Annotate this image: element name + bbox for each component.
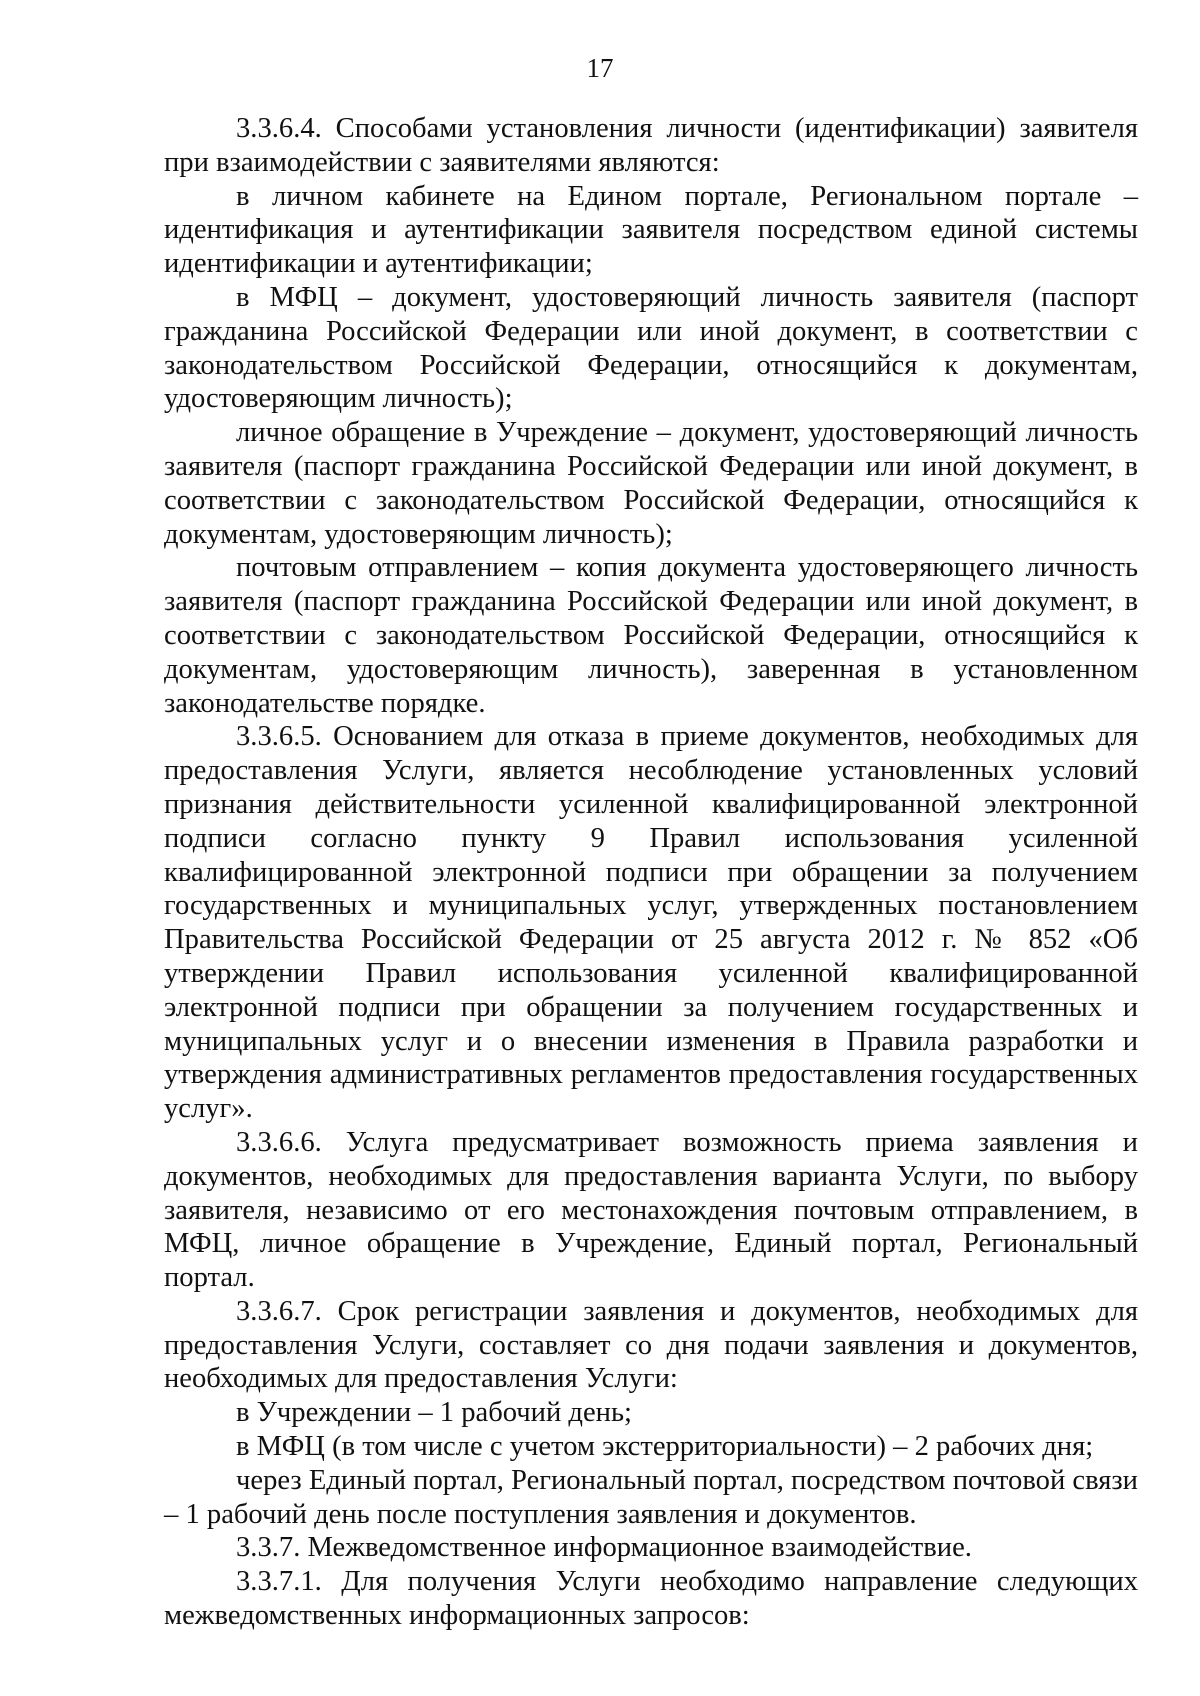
paragraph-3-3-6-6: 3.3.6.6. Услуга предусматривает возможность приема заявления и документов, необходимых для предоставления варианта Услуги, по выбору заявителя, независимо от его местонахождения почтовым отправлением, в МФЦ, личное обращение в Учреждение, Единый портал, Региональный портал. bbox=[164, 1126, 1138, 1294]
paragraph-mfc-document: в МФЦ – документ, удостоверяющий личность заявителя (паспорт гражданина Российской Федерации или иной документ, в соответствии с законодательством Российской Федерации, относящийся к документам, удостоверяющим личность); bbox=[164, 281, 1138, 415]
paragraph-3-3-7-1: 3.3.7.1. Для получения Услуги необходимо направление следующих межведомственных информационных запросов: bbox=[164, 1566, 1138, 1632]
paragraph-3-3-6-5: 3.3.6.5. Основанием для отказа в приеме документов, необходимых для предоставления Услуги, является несоблюдение установленных условий признания действительности усиленной квалифицированной электронной подписи согласно пункту 9 Правил использования усиленной квалифицированной электронной подписи при обращении за получением государственных и муниципальных услуг, утвержденных постановлением Правительства Российской Федерации от 25 августа 2012 г. № 852 «Об утверждении Правил использования усиленной квалифицированной электронной подписи при обращении за получением государственных и муниципальных услуг и о внесении изменения в Правила разработки и утверждения административных регламентов предоставления государственных услуг». bbox=[164, 721, 1138, 1125]
page-number: 17 bbox=[586, 53, 614, 83]
paragraph-personal-visit: личное обращение в Учреждение – документ, удостоверяющий личность заявителя (паспорт гражданина Российской Федерации или иной документ, в соответствии с законодательством Российской Федерации, относящийся к документам, удостоверяющим личность); bbox=[164, 417, 1138, 550]
paragraph-postal: почтовым отправлением – копия документа удостоверяющего личность заявителя (паспорт гражданина Российской Федерации или иной документ, в соответствии с законодательством Российской Федерации, относящийся к документам, удостоверяющим личность), заверенная в установленном законодательстве порядке. bbox=[164, 552, 1138, 719]
document-body bbox=[164, 112, 1138, 1633]
paragraph-institution-term: в Учреждении – 1 рабочий день; bbox=[236, 1397, 632, 1429]
paragraph-mfc-term: в МФЦ (в том числе с учетом экстерриториальности) – 2 рабочих дня; bbox=[236, 1431, 1094, 1463]
paragraph-3-3-6-7: 3.3.6.7. Срок регистрации заявления и документов, необходимых для предоставления Услуги, составляет со дня подачи заявления и документов, необходимых для предоставления Услуги: bbox=[164, 1295, 1138, 1395]
paragraph-3-3-6-4: 3.3.6.4. Способами установления личности (идентификации) заявителя при взаимодействии с заявителями являются: bbox=[164, 113, 1138, 178]
paragraph-portal-term: через Единый портал, Региональный портал, посредством почтовой связи – 1 рабочий день после поступления заявления и документов. bbox=[164, 1464, 1138, 1530]
paragraph-3-3-7: 3.3.7. Межведомственное информационное взаимодействие. bbox=[236, 1532, 972, 1564]
paragraph-personal-cabinet: в личном кабинете на Едином портале, Региональном портале – идентификация и аутентификации заявителя посредством единой системы идентификации и аутентификации; bbox=[164, 180, 1138, 280]
